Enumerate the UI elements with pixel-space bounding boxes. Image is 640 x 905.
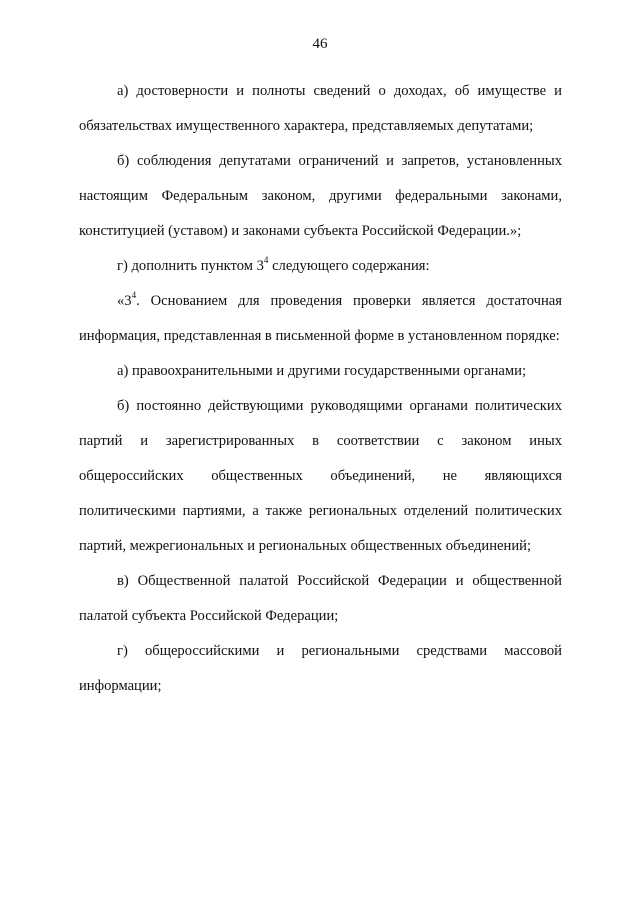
page-number: 46 — [312, 36, 328, 52]
document-body — [79, 74, 562, 704]
paragraph-6: б) постоянно действующими руководящими органами политических партий и зарегистрированных в соответствии с законом иных общероссийских общественных объединений, не являющихся политическими партиями, а также региональных отделений политических партий, межрегиональных и региональных общественных объединений; — [79, 398, 562, 554]
paragraph-2: б) соблюдения депутатами ограничений и запретов, установленных настоящим Федеральным законом, другими федеральными законами, конституцией (уставом) и законами субъекта Российской Федерации.»; — [79, 153, 562, 239]
paragraph-4-before: «3 — [117, 293, 132, 309]
paragraph-3-after: следующего содержания: — [268, 258, 430, 274]
paragraph-3-before: г) дополнить пунктом 3 — [117, 258, 264, 274]
paragraph-3-superscript: 4 — [263, 255, 269, 266]
paragraph-4-after: . Основанием для проведения проверки является достаточная информация, представленная в письменной форме в установленном порядке: — [79, 293, 562, 344]
paragraph-1: а) достоверности и полноты сведений о доходах, об имуществе и обязательствах имущественного характера, представляемых депутатами; — [79, 83, 562, 134]
paragraph-7: в) Общественной палатой Российской Федерации и общественной палатой субъекта Российской Федерации; — [79, 573, 562, 624]
paragraph-4 — [79, 284, 562, 354]
paragraph-3 — [79, 249, 562, 284]
paragraph-4-superscript: 4 — [131, 290, 137, 301]
paragraph-8: г) общероссийскими и региональными средствами массовой информации; — [79, 643, 562, 694]
paragraph-5: а) правоохранительными и другими государственными органами; — [117, 363, 527, 379]
